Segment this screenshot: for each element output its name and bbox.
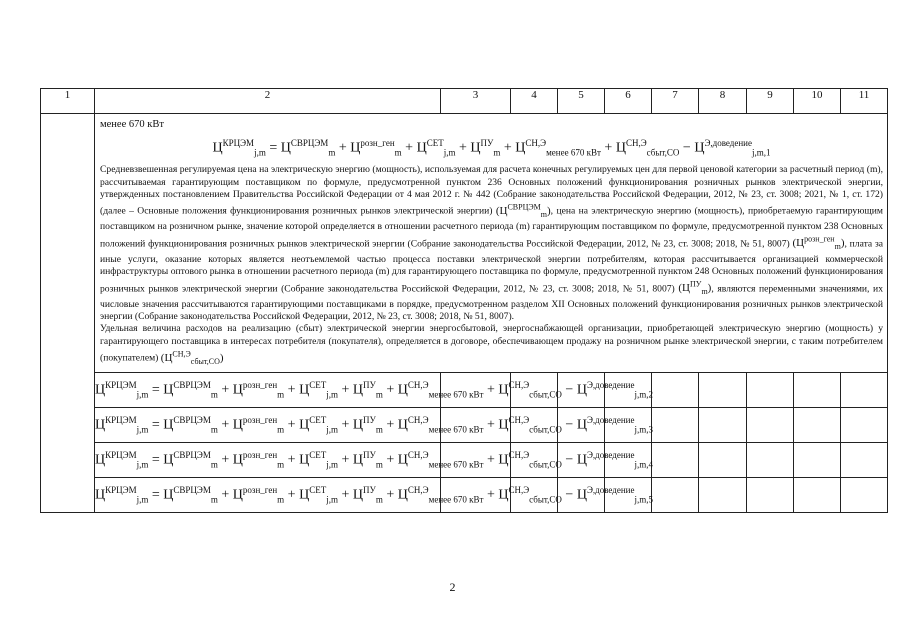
col-header: 9	[747, 89, 794, 114]
formula-row	[41, 477, 888, 512]
definition-paragraph: Средневзвешенная регулируемая цена на электрическую энергию (мощность), используемая для расчета конечных регулируемых цен для первой ценовой категории за расчетный период (m), рассчитываемая гарантирующим поставщиком по формуле, предусмотренной пунктом 236 Основных положений функционирования розничных рынков электрической энергии, утвержденных постановлением Правительства Российской Федерации от 4 мая 2012 г. № 442 (Собрание законодательства Российской Федерации, 2012, № 23, ст. 3008; 2021, № 1, ст. 172) (далее – Основные положения функционирования розничных рынков электрической энергии) $(Ц^{СВРЦЭМ}_m)$, цена на электрическую энергию (мощность), приобретаемую гарантирующим поставщиком на розничном рынке, значение которой определяется в отношении расчетного периода (m) гарантирующим поставщиком по формуле, предусмотренной пунктом 238 Основных положений функционирования розничных рынков электрической энергии (Собрание законодательства Российской Федерации, 2012, № 23, ст. 3008; 2018, № 51, 8007) $(Ц^{розн\_ген}_m)$, плата за иные услуги, оказание которых является неотъемлемой частью процесса поставки электрической энергии потребителям, которая рассчитывается организацией коммерческой инфраструктуры оптового рынка в отношении расчетного периода (m) для гарантирующего поставщика по формуле, предусмотренной пунктом 248 Основных положений функционирования розничных рынков электрической энергии (Собрание законодательства Российской Федерации, 2012, № 23, ст. 3008; 2018, № 51, 8007) $(Ц^{ПУ}_m)$, являются переменными значениями, их числовые значения рассчитываются гарантирующими поставщиками в порядке, предусмотренном разделом XII Основных положений функционирования розничных рынков электрической энергии (Собрание законодательства Российской Федерации, 2012, № 23, ст. 3008; 2018, № 51, 8007).	[100, 164, 884, 322]
col-header: 3	[441, 89, 511, 114]
col-header: 1	[41, 89, 95, 114]
formula-cell	[95, 372, 654, 407]
inline-symbol: $(Ц^{розн\_ген}_m)$	[792, 234, 845, 252]
lead-text: менее 670 кВт	[100, 119, 164, 130]
sales-cost-paragraph: Удельная величина расходов на реализацию (сбыт) электрической энергии энергосбытовой, энергоснабжающей организации, приобретающей электрическую энергию (мощность) у гарантирующего поставщика в интересах потребителя (покупателя), определяется в договоре, обеспечивающем продажу на розничном рынке электрической энергии, с таким потребителем (покупателем) $(Ц^{СН,Э}_{сбыт,СО})$	[100, 323, 883, 366]
inline-symbol: $(Ц^{СВРЦЭМ}_m)$	[495, 202, 551, 220]
formula: $Ц^{КРЦЭМ}_{j,m} = Ц^{СВРЦЭМ}_m + Ц^{розн\_ген}_m + Ц^{СЕТ}_{j,m} + Ц^{ПУ}_m + Ц^{СН,Э}_{менее 670 кВт} + Ц^{СН,Э}_{сбыт,СО} - Ц^{Э,доведение}_{j,m,4}$	[95, 450, 654, 470]
formula: $Ц^{КРЦЭМ}_{j,m} = Ц^{СВРЦЭМ}_m + Ц^{розн\_ген}_m + Ц^{СЕТ}_{j,m} + Ц^{ПУ}_m + Ц^{СН,Э}_{менее 670 кВт} + Ц^{СН,Э}_{сбыт,СО} - Ц^{Э,доведение}_{j,m,2}$	[95, 380, 654, 400]
col-header: 5	[558, 89, 605, 114]
formula: $Ц^{КРЦЭМ}_{j,m} = Ц^{СВРЦЭМ}_m + Ц^{розн\_ген}_m + Ц^{СЕТ}_{j,m} + Ц^{ПУ}_m + Ц^{СН,Э}_{менее 670 кВт} + Ц^{СН,Э}_{сбыт,СО} - Ц^{Э,доведение}_{j,m,3}$	[95, 415, 654, 435]
page-number: 2	[449, 580, 456, 594]
row-number-cell	[41, 114, 95, 513]
header-row	[41, 89, 888, 114]
col-header: 6	[605, 89, 652, 114]
col-header: 4	[511, 89, 558, 114]
body-row	[41, 114, 888, 373]
formula-cell	[95, 477, 654, 512]
formula-cell	[95, 407, 654, 442]
description-cell	[95, 114, 888, 373]
tariff-table	[40, 88, 888, 513]
inline-symbol: $(Ц^{СН,Э}_{сбыт,СО})$	[160, 348, 224, 366]
main-formula: $Ц^{КРЦЭМ}_{j,m} = Ц^{СВРЦЭМ}_m + Ц^{розн\_ген}_m + Ц^{СЕТ}_{j,m} + Ц^{ПУ}_m + Ц^{СН,Э}_{менее 670 кВт} + Ц^{СН,Э}_{сбыт,СО} - Ц^{Э,доведение}_{j,m,1}$	[212, 138, 771, 158]
formula-row	[41, 372, 888, 407]
col-header: 8	[699, 89, 747, 114]
col-header: 10	[794, 89, 841, 114]
col-header: 2	[95, 89, 441, 114]
col-header: 7	[652, 89, 699, 114]
inline-symbol: $(Ц^{ПУ}_m)$	[678, 279, 712, 297]
formula-row	[41, 407, 888, 442]
formula-cell	[95, 442, 654, 477]
col-header: 11	[841, 89, 888, 114]
formula: $Ц^{КРЦЭМ}_{j,m} = Ц^{СВРЦЭМ}_m + Ц^{розн\_ген}_m + Ц^{СЕТ}_{j,m} + Ц^{ПУ}_m + Ц^{СН,Э}_{менее 670 кВт} + Ц^{СН,Э}_{сбыт,СО} - Ц^{Э,доведение}_{j,m,5}$	[95, 485, 654, 505]
formula-row	[41, 442, 888, 477]
